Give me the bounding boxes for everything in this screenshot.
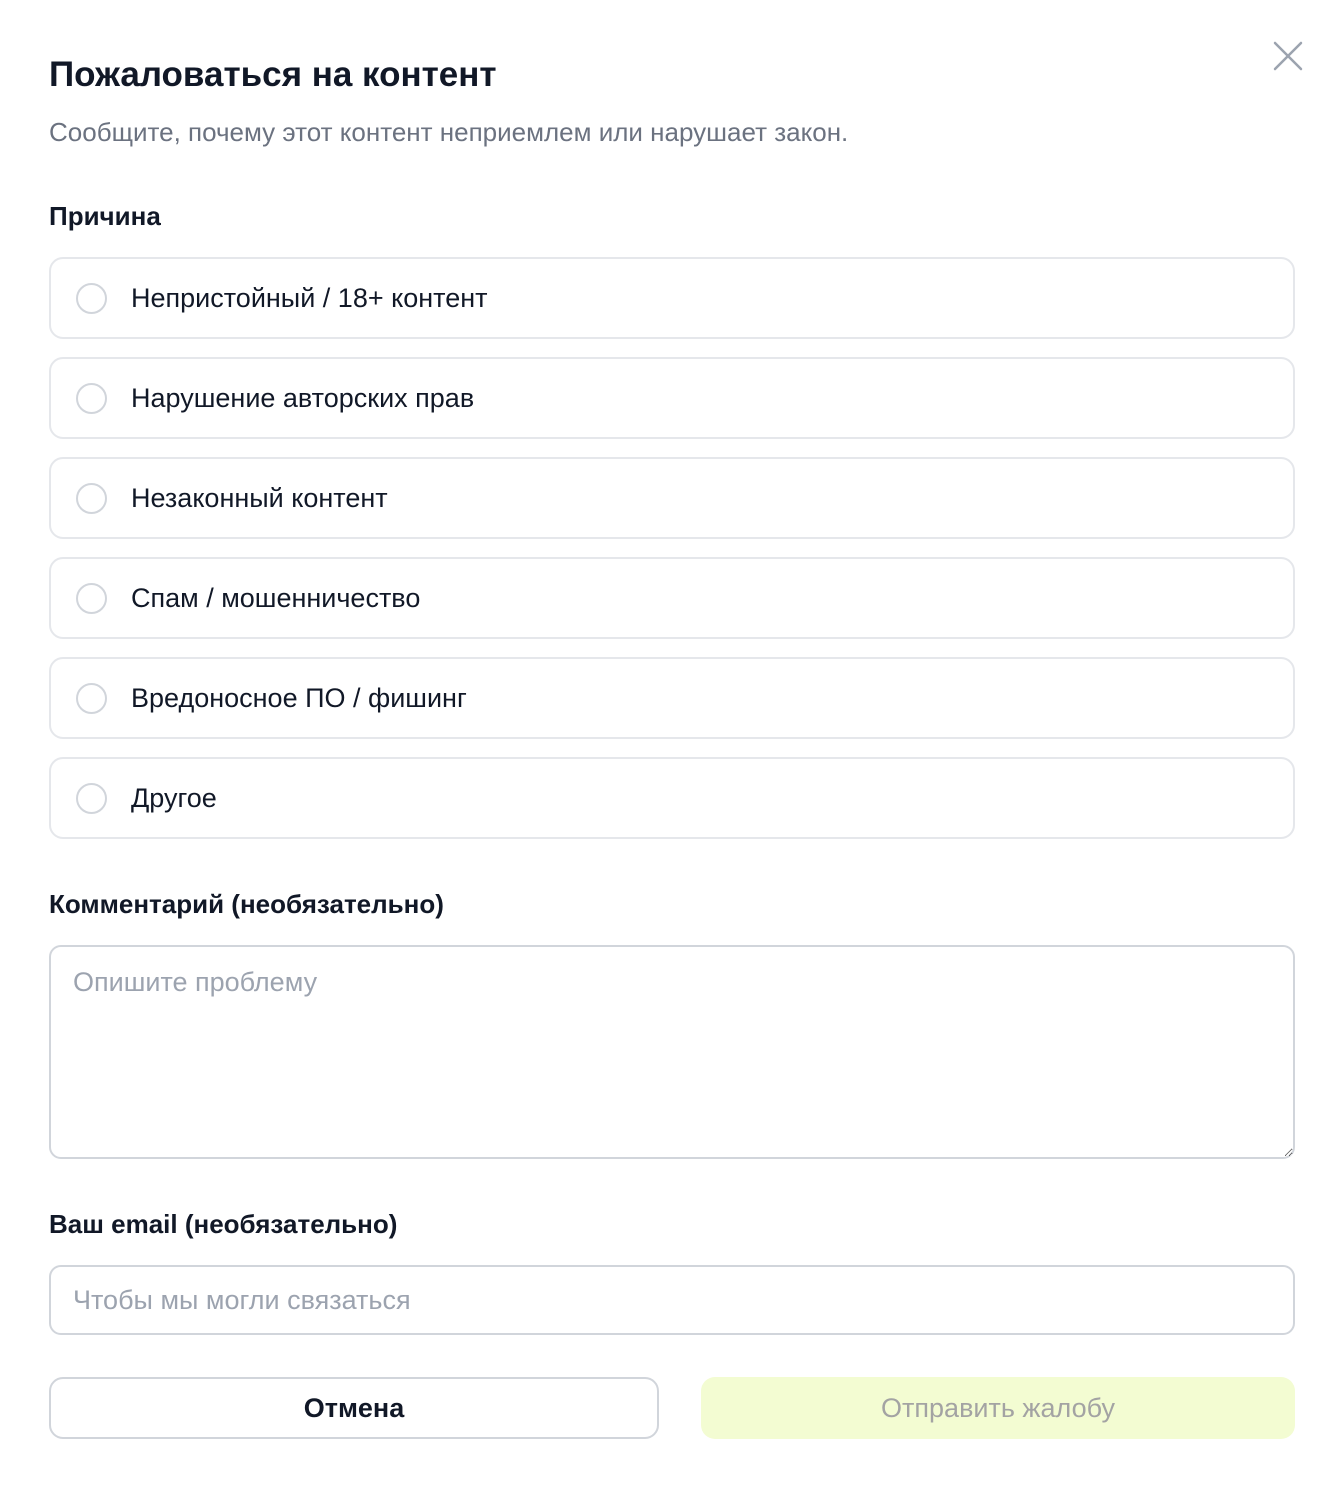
email-input[interactable]	[49, 1265, 1295, 1335]
reason-option-label: Незаконный контент	[131, 483, 388, 513]
radio-button[interactable]	[76, 283, 107, 314]
reason-option-adult[interactable]	[49, 257, 1295, 339]
reason-options	[49, 257, 1295, 857]
reason-label: Причина	[49, 201, 161, 231]
reason-option-label: Нарушение авторских прав	[131, 383, 475, 413]
reason-option-label: Спам / мошенничество	[131, 583, 421, 613]
cancel-button[interactable]: Отмена	[49, 1377, 659, 1439]
reason-option-label: Непристойный / 18+ контент	[131, 283, 488, 313]
reason-option-other[interactable]	[49, 757, 1295, 839]
reason-option-illegal[interactable]	[49, 457, 1295, 539]
close-button[interactable]	[1268, 36, 1308, 76]
reason-option-malware[interactable]	[49, 657, 1295, 739]
close-icon	[1272, 40, 1304, 72]
reason-option-copyright[interactable]	[49, 357, 1295, 439]
comment-label: Комментарий (необязательно)	[49, 889, 444, 919]
radio-button[interactable]	[76, 683, 107, 714]
reason-option-spam[interactable]	[49, 557, 1295, 639]
reason-option-label: Другое	[131, 783, 217, 813]
submit-report-button[interactable]: Отправить жалобу	[701, 1377, 1295, 1439]
radio-button[interactable]	[76, 583, 107, 614]
reason-option-label: Вредоносное ПО / фишинг	[131, 683, 467, 713]
radio-button[interactable]	[76, 383, 107, 414]
dialog-subtitle: Сообщите, почему этот контент неприемлем или нарушает закон.	[49, 117, 849, 147]
comment-textarea[interactable]	[49, 945, 1295, 1159]
radio-button[interactable]	[76, 783, 107, 814]
radio-button[interactable]	[76, 483, 107, 514]
dialog-title: Пожаловаться на контент	[49, 55, 497, 94]
email-label: Ваш email (необязательно)	[49, 1209, 398, 1239]
